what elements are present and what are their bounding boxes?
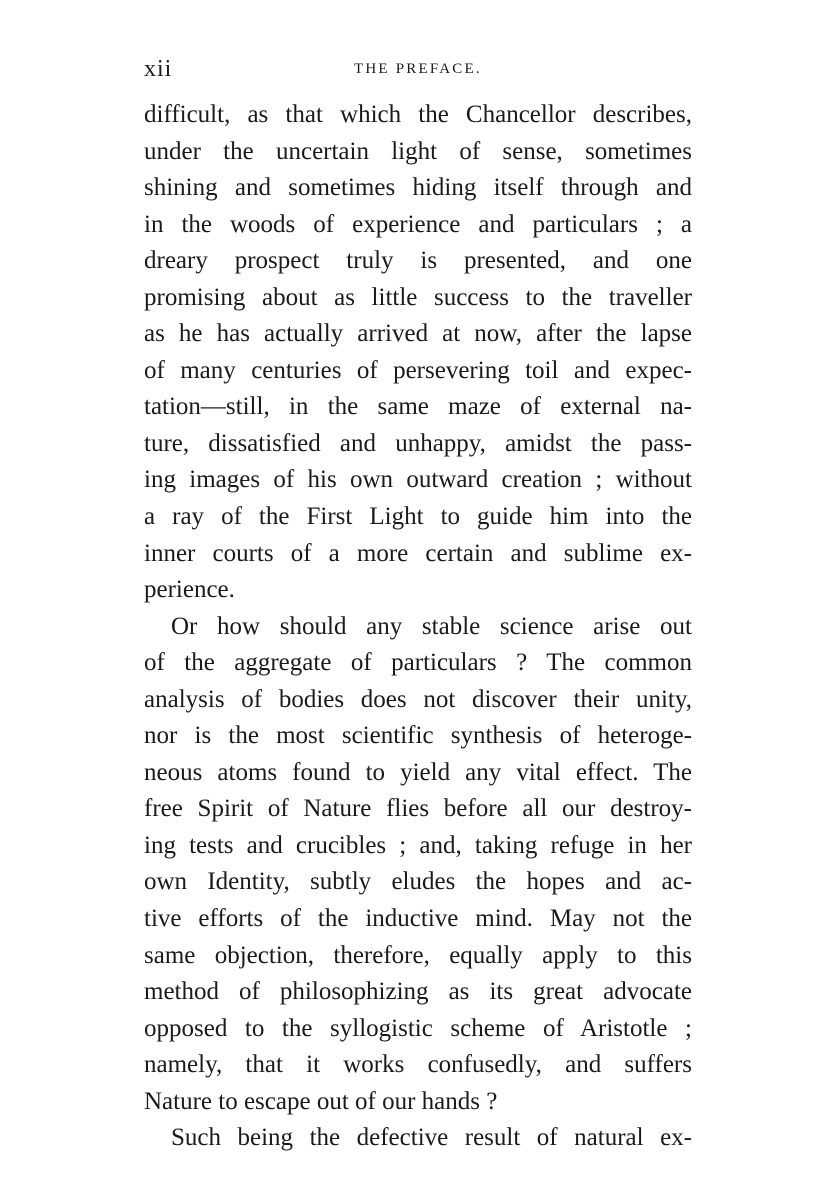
text-line: tive efforts of the inductive mind. May not the [144, 905, 692, 933]
text-line: free Spirit of Nature flies before all our destroy- [144, 795, 692, 823]
text-line: under the uncertain light of sense, sometimes [144, 137, 692, 165]
text-line: as he has actually arrived at now, after the lapse [144, 320, 692, 348]
text-line: in the woods of experience and particulars ; a [144, 210, 692, 238]
text-line: of many centuries of persevering toil and expec- [144, 356, 692, 384]
text-line: namely, that it works confusedly, and suffers [144, 1051, 692, 1079]
text-line: a ray of the First Light to guide him into the [144, 503, 692, 531]
text-line: neous atoms found to yield any vital effect. The [144, 758, 692, 786]
paragraph-start-line: Such being the defective result of natural ex- [171, 1124, 692, 1152]
text-line: analysis of bodies does not discover their unity, [144, 685, 692, 713]
text-line: method of philosophizing as its great advocate [144, 978, 692, 1006]
text-line: inner courts of a more certain and sublime ex- [144, 539, 692, 567]
text-line: tation—still, in the same maze of external na- [144, 393, 692, 421]
text-line: difficult, as that which the Chancellor describes, [144, 101, 692, 128]
body-text [144, 97, 692, 1157]
paragraph-start-line: Or how should any stable science arise out [171, 612, 692, 640]
text-line: nor is the most scientific synthesis of heteroge- [144, 722, 692, 750]
text-line: ing images of his own outward creation ; without [144, 466, 692, 494]
page-number: xii [144, 56, 173, 82]
text-line: shining and sometimes hiding itself through and [144, 174, 692, 202]
text-line: own Identity, subtly eludes the hopes and ac- [144, 868, 692, 896]
text-line: dreary prospect truly is presented, and one [144, 247, 692, 275]
text-line: opposed to the syllogistic scheme of Aristotle ; [144, 1014, 692, 1042]
text-line: of the aggregate of particulars ? The common [144, 649, 692, 677]
text-line: Nature to escape out of our hands ? [144, 1087, 498, 1115]
text-line: promising about as little success to the traveller [144, 283, 692, 311]
running-head: THE PREFACE. [354, 61, 482, 77]
text-line: ing tests and crucibles ; and, taking refuge in her [144, 831, 692, 859]
text-line: same objection, therefore, equally apply to this [144, 941, 692, 969]
text-line: perience. [144, 576, 235, 604]
text-line: ture, dissatisfied and unhappy, amidst the pass- [144, 429, 692, 457]
